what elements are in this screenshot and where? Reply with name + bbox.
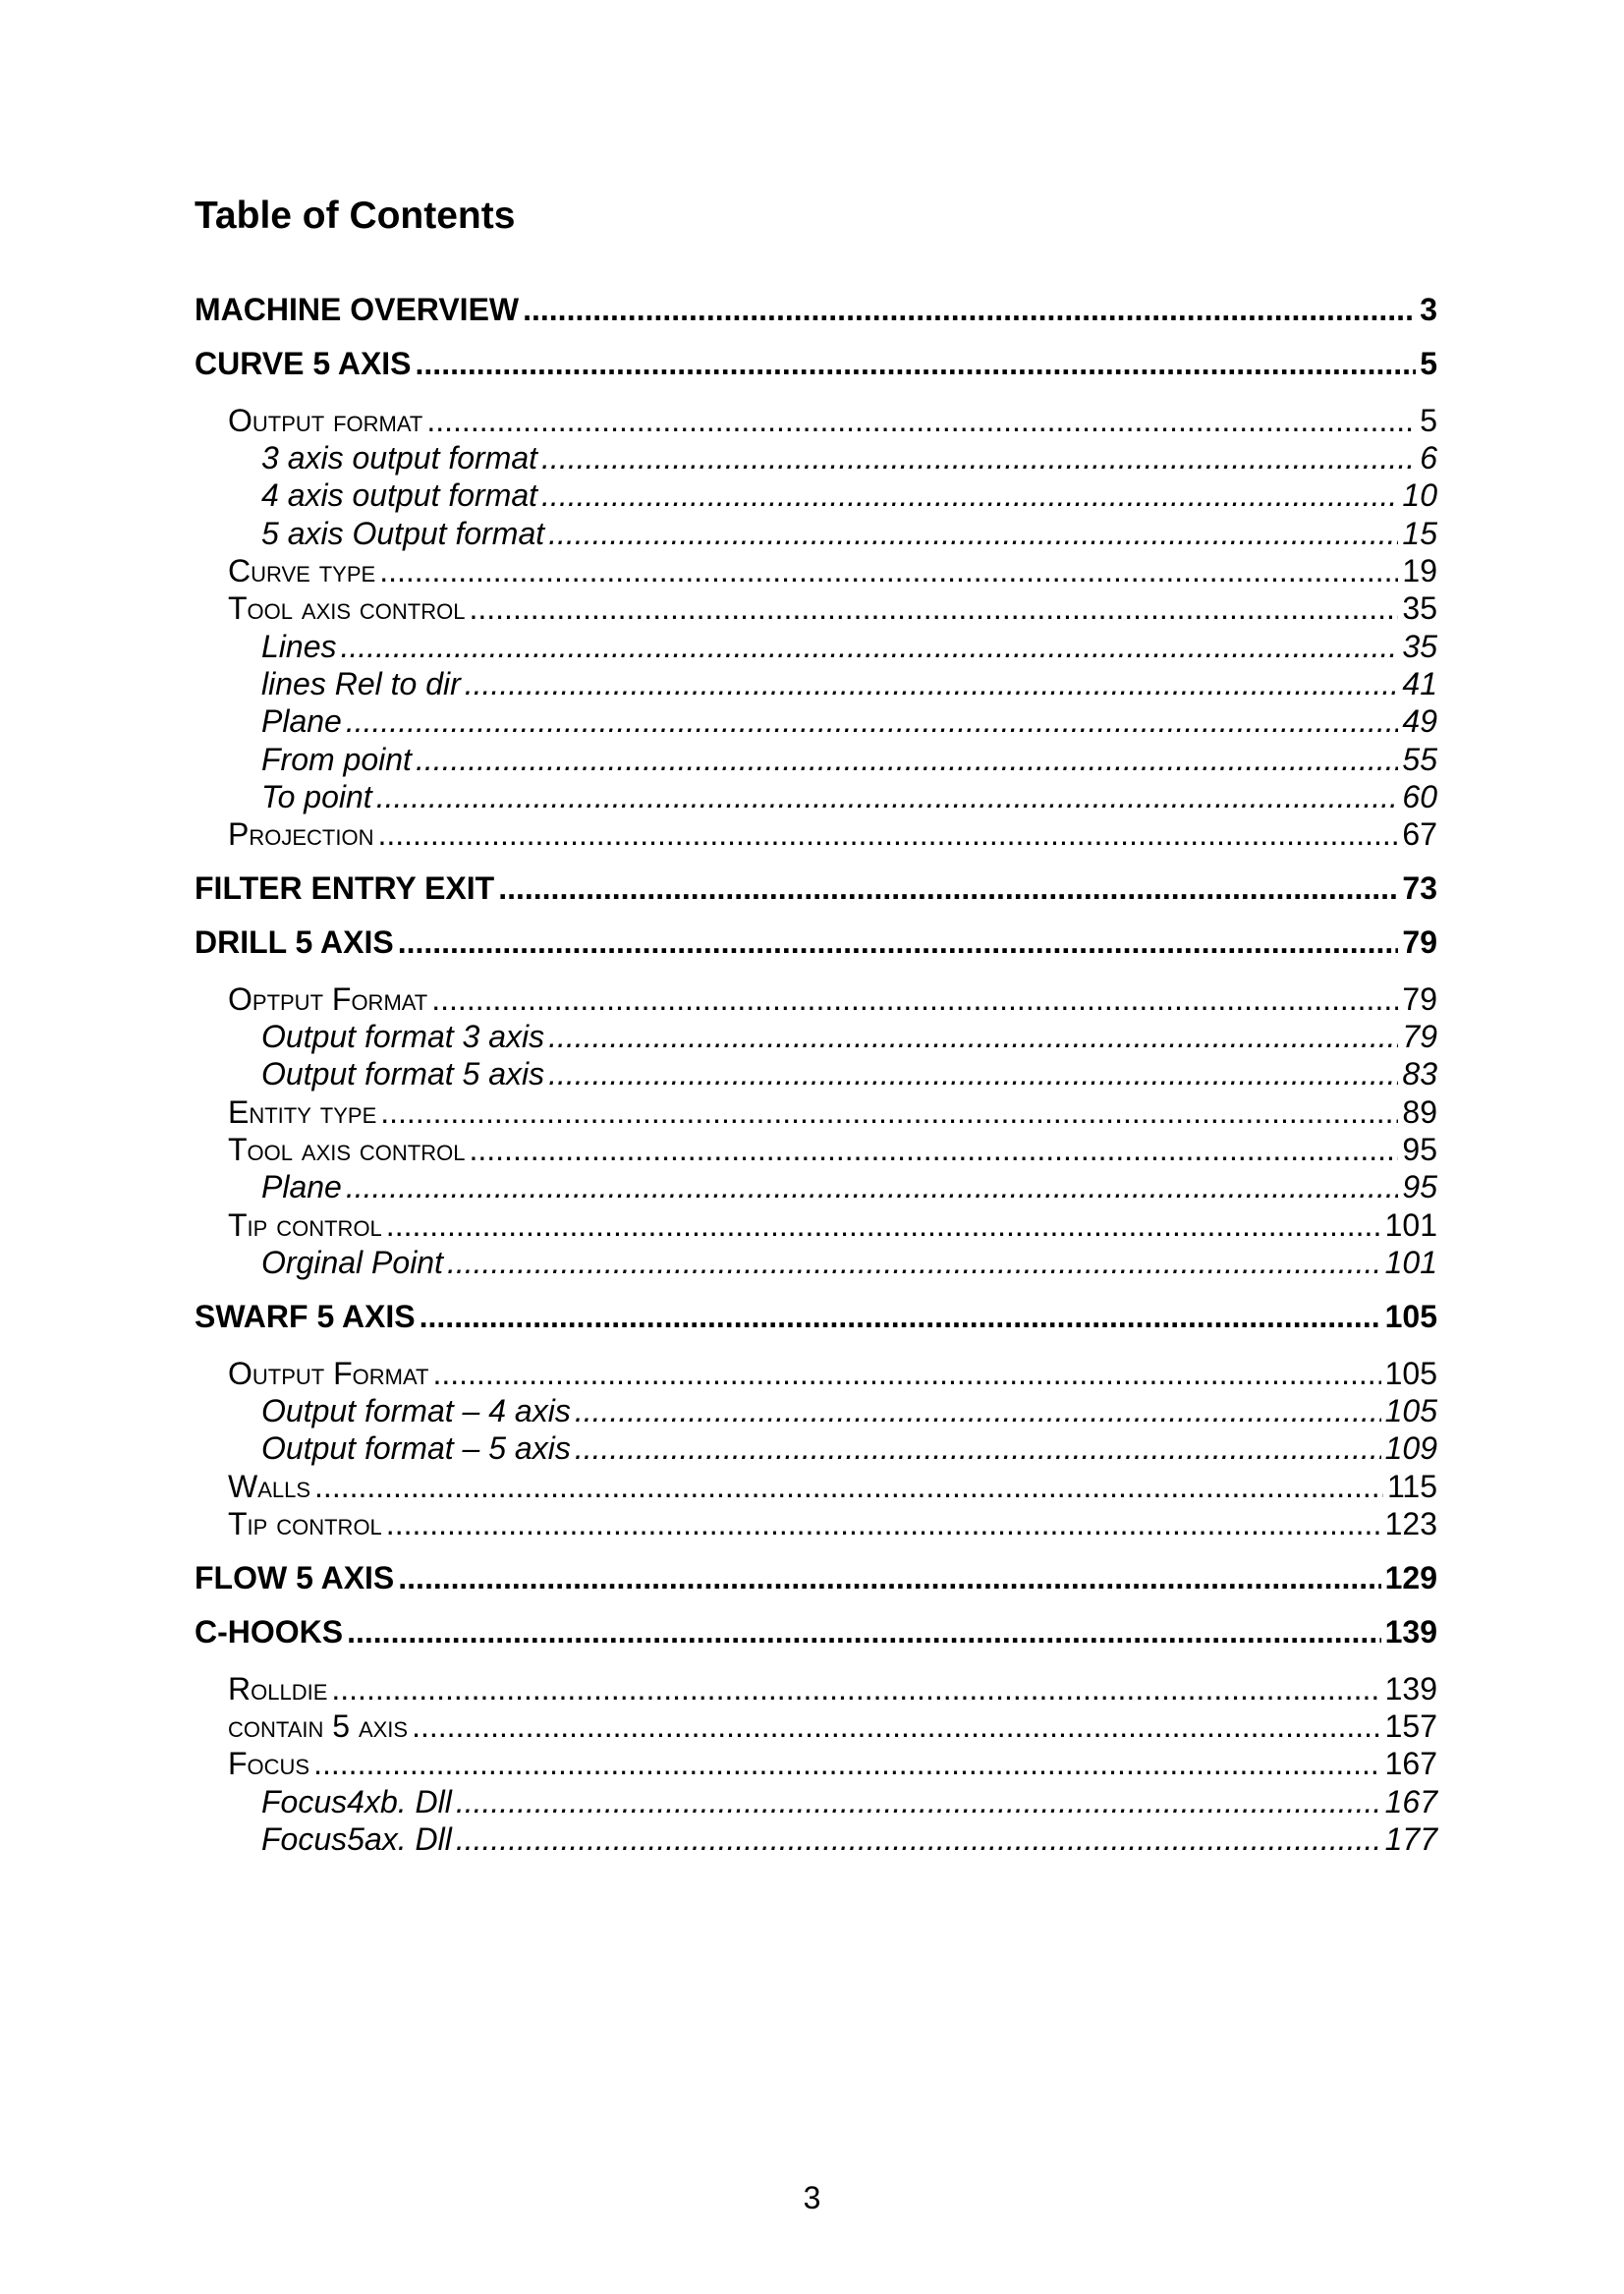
- toc-entry-level-1[interactable]: [195, 1298, 1437, 1335]
- toc-entry-level-2[interactable]: [228, 815, 1437, 853]
- toc-entry-label: Output format 5 axis: [261, 1056, 545, 1091]
- toc-entry-level-2[interactable]: [228, 402, 1437, 439]
- toc-entry-label: FILTER ENTRY EXIT: [195, 870, 495, 906]
- toc-entry-level-1[interactable]: [195, 345, 1437, 382]
- toc-entry-page: 3: [1420, 292, 1437, 327]
- toc-entry-page: 95: [1402, 1169, 1437, 1204]
- toc-entry-label: Focus: [228, 1746, 310, 1781]
- toc-entry-page: 60: [1402, 779, 1437, 814]
- toc-entry-level-2[interactable]: [228, 1505, 1437, 1542]
- toc-entry-label: Output format – 5 axis: [261, 1430, 571, 1466]
- toc-entry-level-2[interactable]: [228, 552, 1437, 589]
- toc-entry-level-2[interactable]: [228, 589, 1437, 627]
- toc-entry-level-3[interactable]: [261, 1018, 1437, 1055]
- toc-entry-level-3[interactable]: [261, 515, 1437, 552]
- toc-dot-leader: [426, 402, 1416, 439]
- toc-entry-level-1[interactable]: [195, 1613, 1437, 1651]
- toc-entry-level-3[interactable]: [261, 1168, 1437, 1205]
- toc-entry-page: 101: [1384, 1245, 1437, 1280]
- toc-entry-level-3[interactable]: [261, 628, 1437, 665]
- toc-dot-leader: [548, 515, 1398, 552]
- toc-dot-leader: [432, 1355, 1380, 1392]
- toc-dot-leader: [398, 1559, 1380, 1596]
- toc-dot-leader: [386, 1206, 1381, 1244]
- toc-entry-page: 73: [1402, 870, 1437, 906]
- toc-entry-page: 157: [1384, 1708, 1437, 1744]
- toc-dot-leader: [431, 980, 1398, 1018]
- toc-entry-page: 79: [1402, 1019, 1437, 1054]
- toc-entry-page: 5: [1420, 403, 1437, 438]
- toc-entry-label: lines Rel to dir: [261, 666, 461, 701]
- toc-entry-page: 105: [1384, 1356, 1437, 1391]
- toc-entry-level-3[interactable]: [261, 665, 1437, 702]
- toc-entry-page: 5: [1420, 346, 1437, 381]
- toc-dot-leader: [575, 1429, 1381, 1467]
- toc-dot-leader: [380, 1093, 1398, 1131]
- toc-entry-label: Orginal Point: [261, 1245, 443, 1280]
- toc-entry-label: MACHINE OVERVIEW: [195, 292, 520, 327]
- toc-entry-page: 35: [1402, 590, 1437, 626]
- toc-entry-page: 19: [1402, 553, 1437, 588]
- toc-entry-label: Tool axis control: [228, 1132, 466, 1167]
- toc-entry-level-3[interactable]: [261, 741, 1437, 778]
- toc-entry-page: 167: [1384, 1784, 1437, 1819]
- toc-entry-page: 105: [1384, 1299, 1437, 1334]
- toc-entry-level-3[interactable]: [261, 1820, 1437, 1858]
- toc-entry-page: 49: [1402, 703, 1437, 739]
- toc-entry-level-3[interactable]: [261, 1783, 1437, 1820]
- toc-entry-level-1[interactable]: [195, 1559, 1437, 1596]
- toc-dot-leader: [416, 345, 1417, 382]
- toc-entry-level-2[interactable]: [228, 1468, 1437, 1505]
- toc-entry-page: 79: [1402, 924, 1437, 960]
- toc-entry-page: 109: [1384, 1430, 1437, 1466]
- toc-entry-page: 177: [1384, 1821, 1437, 1857]
- toc-dot-leader: [498, 869, 1398, 907]
- toc-entry-level-3[interactable]: [261, 476, 1437, 514]
- toc-dot-leader: [456, 1820, 1381, 1858]
- toc-entry-page: 139: [1384, 1671, 1437, 1707]
- toc-entry-level-1[interactable]: [195, 291, 1437, 328]
- toc-dot-leader: [331, 1670, 1380, 1707]
- toc-entry-page: 167: [1384, 1746, 1437, 1781]
- toc-entry-page: 15: [1402, 516, 1437, 551]
- toc-entry-level-3[interactable]: [261, 778, 1437, 815]
- toc-entry-page: 35: [1402, 629, 1437, 664]
- toc-entry-page: 123: [1384, 1506, 1437, 1541]
- toc-entry-label: Output format: [228, 403, 423, 438]
- toc-entry-level-2[interactable]: [228, 1131, 1437, 1168]
- toc-entry-label: Tip control: [228, 1207, 382, 1243]
- toc-dot-leader: [377, 815, 1398, 853]
- toc-entry-label: CURVE 5 AXIS: [195, 346, 412, 381]
- toc-dot-leader: [412, 1707, 1381, 1745]
- toc-entry-label: Curve type: [228, 553, 376, 588]
- toc-entry-level-2[interactable]: [228, 1206, 1437, 1244]
- toc-dot-leader: [314, 1468, 1383, 1505]
- toc-entry-level-3[interactable]: [261, 439, 1437, 476]
- toc-dot-leader: [416, 741, 1398, 778]
- toc-dot-leader: [469, 1131, 1398, 1168]
- toc-entry-label: Output format – 4 axis: [261, 1393, 571, 1428]
- toc-dot-leader: [469, 589, 1398, 627]
- toc-entry-level-2[interactable]: [228, 1093, 1437, 1131]
- toc-entry-level-1[interactable]: [195, 869, 1437, 907]
- toc-entry-label: Optput Format: [228, 981, 428, 1017]
- toc-entry-label: Entity type: [228, 1094, 377, 1130]
- toc-entry-level-2[interactable]: [228, 1670, 1437, 1707]
- toc-entry-label: Projection: [228, 816, 374, 852]
- toc-entry-label: To point: [261, 779, 372, 814]
- toc-entry-level-3[interactable]: [261, 702, 1437, 740]
- toc-entry-level-3[interactable]: [261, 1055, 1437, 1092]
- toc-entry-page: 55: [1402, 742, 1437, 777]
- toc-entry-page: 95: [1402, 1132, 1437, 1167]
- toc-entry-label: Tool axis control: [228, 590, 466, 626]
- toc-entry-level-2[interactable]: [228, 1707, 1437, 1745]
- toc-dot-leader: [341, 628, 1399, 665]
- toc-entry-label: From point: [261, 742, 412, 777]
- toc-entry-page: 79: [1402, 981, 1437, 1017]
- toc-entry-page: 115: [1386, 1469, 1437, 1504]
- toc-entry-label: contain 5 axis: [228, 1708, 409, 1744]
- toc-entry-page: 6: [1420, 440, 1437, 476]
- toc-entry-level-3[interactable]: [261, 1244, 1437, 1281]
- toc-dot-leader: [465, 665, 1399, 702]
- toc-dot-leader: [346, 702, 1399, 740]
- toc-entry-page: 41: [1402, 666, 1437, 701]
- toc-entry-label: Tip control: [228, 1506, 382, 1541]
- toc-entry-label: C-HOOKS: [195, 1614, 344, 1650]
- toc-entry-label: Output format 3 axis: [261, 1019, 545, 1054]
- toc-entry-label: 4 axis output format: [261, 477, 538, 513]
- toc-dot-leader: [347, 1613, 1381, 1651]
- toc-dot-leader: [447, 1244, 1381, 1281]
- toc-dot-leader: [523, 291, 1416, 328]
- toc-entry-page: 101: [1384, 1207, 1437, 1243]
- toc-entry-label: 3 axis output format: [261, 440, 538, 476]
- toc-entry-level-2[interactable]: [228, 980, 1437, 1018]
- toc-entry-label: Focus5ax. Dll: [261, 1821, 452, 1857]
- toc-dot-leader: [420, 1298, 1381, 1335]
- toc-entry-label: 5 axis Output format: [261, 516, 545, 551]
- toc-dot-leader: [548, 1018, 1398, 1055]
- toc-dot-leader: [456, 1783, 1381, 1820]
- toc-entry-level-1[interactable]: [195, 923, 1437, 961]
- toc-entry-label: Output Format: [228, 1356, 429, 1391]
- toc-dot-leader: [548, 1055, 1398, 1092]
- toc-entry-label: DRILL 5 AXIS: [195, 924, 394, 960]
- toc-entry-label: Rolldie: [228, 1671, 328, 1707]
- toc-entry-page: 67: [1402, 816, 1437, 852]
- toc-entry-label: Lines: [261, 629, 337, 664]
- toc-dot-leader: [398, 923, 1399, 961]
- toc-entry-label: Plane: [261, 703, 342, 739]
- toc-dot-leader: [386, 1505, 1381, 1542]
- toc-entry-page: 89: [1402, 1094, 1437, 1130]
- toc-dot-leader: [541, 476, 1398, 514]
- toc-entry-page: 105: [1384, 1393, 1437, 1428]
- toc-dot-leader: [575, 1392, 1381, 1429]
- toc-dot-leader: [313, 1745, 1381, 1782]
- toc-dot-leader: [379, 552, 1398, 589]
- toc-dot-leader: [346, 1168, 1399, 1205]
- toc-entry-level-3[interactable]: [261, 1392, 1437, 1429]
- toc-entry-page: 129: [1384, 1560, 1437, 1595]
- toc-entry-label: SWARF 5 AXIS: [195, 1299, 416, 1334]
- toc-dot-leader: [541, 439, 1416, 476]
- toc-entry-level-3[interactable]: [261, 1429, 1437, 1467]
- toc-entry-label: Walls: [228, 1469, 311, 1504]
- toc-entry-level-2[interactable]: [228, 1745, 1437, 1782]
- toc-entry-label: Plane: [261, 1169, 342, 1204]
- toc-entry-label: Focus4xb. Dll: [261, 1784, 452, 1819]
- toc-dot-leader: [376, 778, 1399, 815]
- toc-entry-page: 10: [1402, 477, 1437, 513]
- toc-entry-label: FLOW 5 AXIS: [195, 1560, 395, 1595]
- page-number: 3: [803, 2180, 821, 2215]
- toc-entry-page: 139: [1384, 1614, 1437, 1650]
- toc-entry-page: 83: [1402, 1056, 1437, 1091]
- toc-entry-level-2[interactable]: [228, 1355, 1437, 1392]
- toc-title: Table of Contents: [195, 195, 516, 237]
